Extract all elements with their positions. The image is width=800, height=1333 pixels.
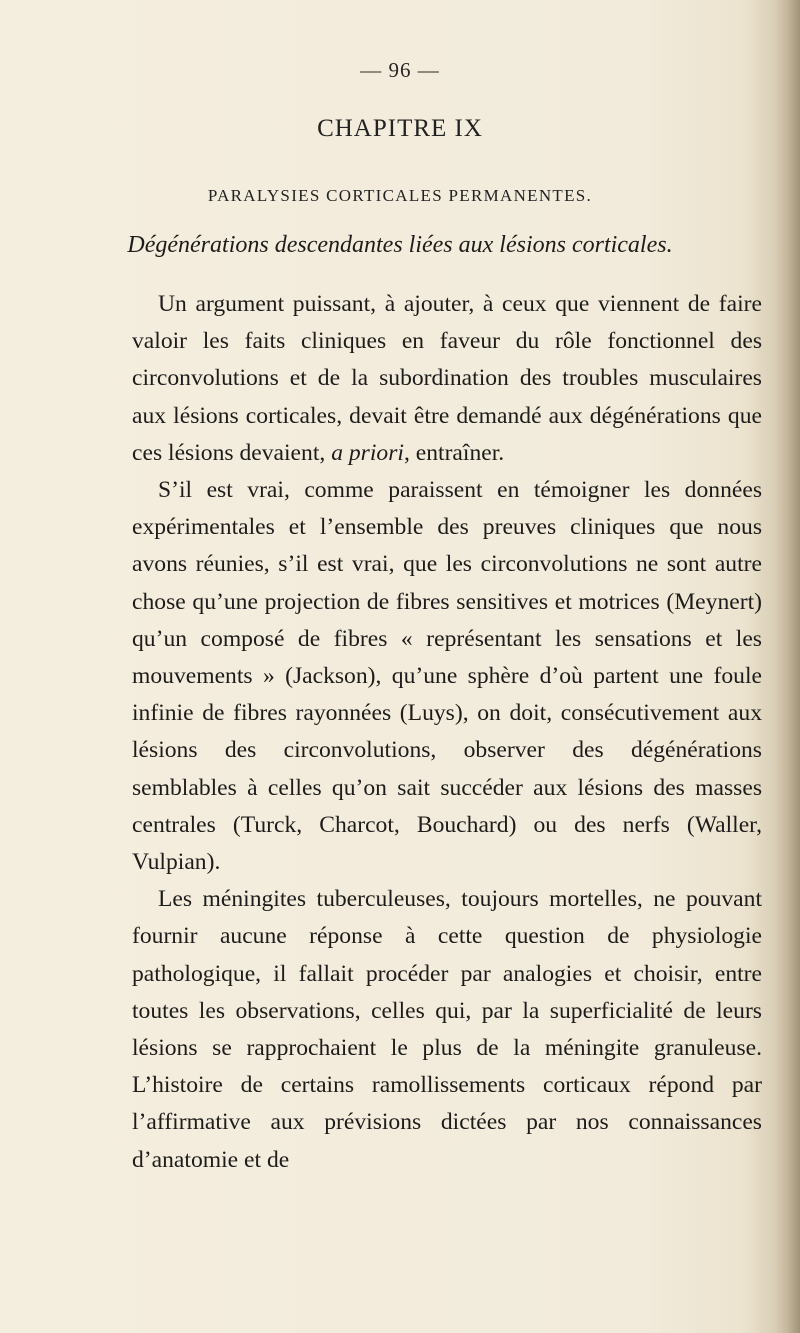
- chapter-subtitle: PARALYSIES CORTICALES PERMANENTES.: [207, 186, 593, 205]
- section-title: Dégénérations descendantes liées aux lésions corticales.: [127, 232, 673, 258]
- chapter-heading: CHAPITRE IX: [317, 115, 483, 142]
- paragraph-1: [132, 286, 762, 472]
- body-text: [132, 286, 762, 1179]
- paragraph-1-italic: a priori: [331, 439, 404, 466]
- paragraph-1-text-a: Un argument puissant, à ajouter, à ceux que viennent de faire valoir les faits cliniques en faveur du rôle fonctionnel des circonvolutions et de la subordination des troubles musculaires aux lésions corticales, devait être demandé aux dégénérations que ces lésions devaient,: [132, 291, 762, 466]
- paragraph-2: S’il est vrai, comme paraissent en témoigner les données expérimentales et l’ensemble des preuves cliniques que nous avons réunies, s’il est vrai, que les circonvolutions ne sont autre chose qu’une projection de fibres sensitives et motrices (Meynert) qu’un composé de fibres « représentant les sensations et les mouvements » (Jackson), qu’une sphère d’où partent une foule infinie de fibres rayonnées (Luys), on doit, consécutivement aux lésions des circonvolutions, observer des dégénérations semblables à celles qu’on sait succéder aux lésions des masses centrales (Turck, Charcot, Bouchard) ou des nerfs (Waller, Vulpian).: [132, 477, 762, 876]
- paragraph-1-text-b: , entraîner.: [403, 439, 505, 466]
- page-number: — 96 —: [360, 58, 440, 82]
- paragraph-3: Les méningites tuberculeuses, toujours mortelles, ne pouvant fournir aucune réponse à cette question de physiologie pathologique, il fallait procéder par analogies et choisir, entre toutes les observations, celles qui, par la superficialité de leurs lésions se rapprochaient le plus de la méningite granuleuse. L’histoire de certains ramollissements corticaux répond par l’affirmative aux prévisions dictées par nos connaissances d’anatomie et de: [132, 886, 762, 1173]
